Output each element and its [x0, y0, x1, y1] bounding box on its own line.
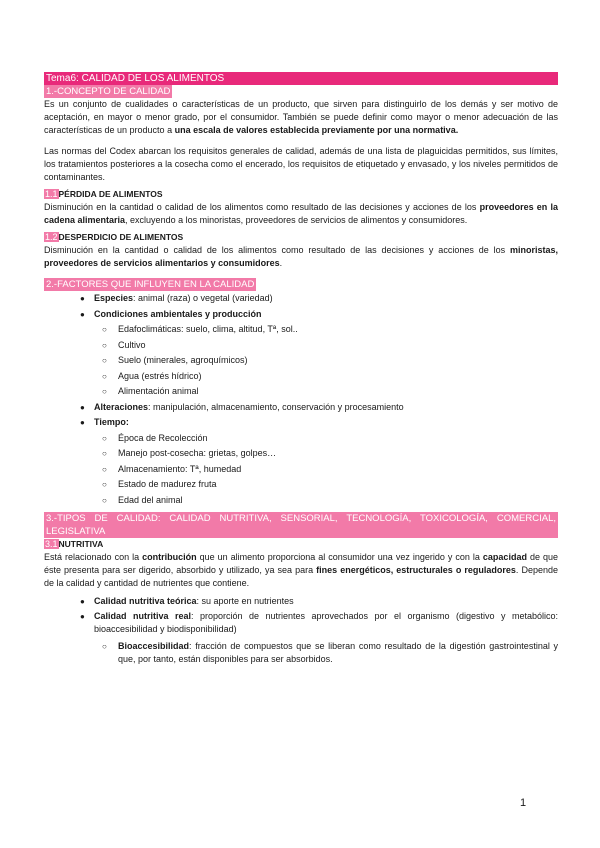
sub-list-item	[44, 462, 558, 478]
text-run: que un alimento proporciona al consumidor una vez ingerido y con la	[196, 552, 483, 562]
sub-list-item	[44, 353, 558, 369]
bold-run: Bioaccesibilidad	[118, 640, 190, 651]
section-number: 1.2	[45, 232, 58, 242]
text-run: de que éste presenta para ser digerido, absorbido y utilizado, ya sea para	[44, 552, 559, 575]
circle-bullet-icon: ○	[102, 433, 107, 443]
text-run: Disminución en la cantidad o calidad de los alimentos como resultado de las decisiones y acciones de los	[44, 202, 480, 212]
bullet-icon: ●	[80, 611, 85, 621]
text-run: Estado de madurez fruta	[118, 479, 217, 489]
text-run: Alimentación animal	[118, 386, 199, 396]
text-run: .	[279, 258, 283, 268]
text-run: Cultivo	[118, 339, 146, 350]
bold-run: Calidad nutritiva real	[94, 610, 191, 621]
text-run: : proporción de nutrientes aprovechados por el organismo (digestivo y metabólico: bioaccesibilidad y biodisponibilidad)	[94, 610, 558, 634]
bold-run: Calidad nutritiva teórica	[94, 596, 197, 606]
text-run: : animal (raza) o vegetal (variedad)	[133, 293, 273, 303]
section-1-heading: 1.-CONCEPTO DE CALIDAD	[46, 86, 171, 97]
bullet-icon: ●	[80, 309, 85, 319]
text-run: Época de Recolección	[118, 432, 208, 443]
circle-bullet-icon: ○	[102, 449, 107, 458]
sub-list-item	[44, 493, 558, 509]
text-run: Manejo post-cosecha: grietas, golpes…	[118, 448, 277, 458]
bold-run: Condiciones ambientales y producción	[94, 308, 262, 319]
sub-list-item	[44, 384, 558, 400]
section-number: 3.1	[45, 539, 58, 549]
bold-run: proveedores en la cadena alimentaria	[44, 202, 558, 225]
bullet-icon: ●	[80, 402, 85, 412]
list-item	[44, 307, 558, 323]
sub-list-item	[44, 477, 558, 493]
bullet-icon: ●	[80, 418, 85, 427]
bullet-icon: ●	[80, 597, 85, 606]
page-number: 1	[520, 797, 527, 809]
factores-list	[44, 291, 558, 508]
circle-bullet-icon: ○	[102, 356, 107, 365]
list-item	[44, 415, 558, 431]
text-run: . Depende de la calidad y cantidad de nutrientes que contiene.	[44, 565, 558, 588]
section-3-heading: 3.-TIPOS DE CALIDAD: CALIDAD NUTRITIVA, SENSORIAL, TECNOLOGÍA, TOXICOLOGÍA, COMERCIAL, LEGISLATIVA	[46, 513, 556, 537]
circle-bullet-icon: ○	[102, 464, 107, 474]
circle-bullet-icon: ○	[102, 480, 107, 489]
text-run: Agua (estrés hídrico)	[118, 370, 202, 381]
perdida-paragraph	[44, 201, 558, 227]
calidad-definition-paragraph	[44, 98, 558, 137]
bold-run: Alteraciones	[94, 401, 149, 412]
bold-run: Tiempo:	[94, 417, 129, 427]
text-run: Edafoclimáticas: suelo, clima, altitud, Tª, sol..	[118, 324, 298, 334]
sub-list-item	[44, 322, 558, 338]
bold-run: minoristas, proveedores de servicios alimentarios y consumidores	[44, 245, 558, 268]
circle-bullet-icon: ○	[102, 325, 107, 334]
text-run: , excluyendo a los minoristas, proveedores de servicios de alimentos y consumidores.	[125, 215, 468, 225]
section-title: DESPERDICIO DE ALIMENTOS	[58, 232, 184, 242]
bold-run: contribución	[142, 552, 197, 562]
bold-run: Especies	[94, 293, 134, 303]
circle-bullet-icon: ○	[102, 340, 107, 350]
circle-bullet-icon: ○	[102, 371, 107, 381]
list-item	[44, 400, 558, 416]
section-1-2-heading	[44, 231, 558, 244]
section-title: NUTRITIVA	[58, 539, 104, 549]
codex-paragraph: Las normas del Codex abarcan los requisitos generales de calidad, además de una lista de plaguicidas permitidos, sus límites, los tratamientos posteriores a la cosecha como el encerado, los requisitos de etiquetado y envasado, y los niveles permitidos de contaminantes.	[44, 146, 558, 182]
nutritiva-paragraph	[44, 551, 558, 590]
sub-list-item	[44, 446, 558, 462]
bold-run: capacidad	[482, 552, 527, 562]
bullet-icon: ●	[80, 294, 85, 303]
circle-bullet-icon: ○	[102, 641, 107, 651]
desperdicio-paragraph	[44, 244, 558, 270]
section-number: 1.1	[45, 189, 58, 199]
section-1-1-heading	[44, 188, 558, 201]
document-title: Tema6: CALIDAD DE LOS ALIMENTOS	[44, 72, 558, 85]
bold-run: una escala de valores establecida previamente por una normativa.	[174, 125, 459, 135]
sub-list-item	[44, 431, 558, 447]
document-page	[44, 72, 558, 666]
section-3-1-heading	[44, 538, 558, 551]
text-run: : manipulación, almacenamiento, conservación y procesamiento	[148, 401, 404, 412]
sub-list-item	[44, 369, 558, 385]
sub-list-item	[44, 338, 558, 354]
calidad-nutritiva-list	[44, 594, 558, 666]
text-run: Es un conjunto de cualidades o características de un producto, que sirven para distinguirlo de los demás y ser motivo de aceptación, en mayor o menor grado, por el consumidor. También se puede definir como mayor o menor adecuación de las características de un producto a	[44, 99, 558, 135]
text-run: Está relacionado con la	[44, 552, 143, 562]
section-title: PÉRDIDA DE ALIMENTOS	[58, 189, 163, 199]
list-item	[44, 610, 558, 636]
text-run: : su aporte en nutrientes	[196, 596, 294, 606]
list-item	[44, 291, 558, 307]
bold-run: fines energéticos, estructurales o reguladores	[316, 565, 516, 575]
text-run: Edad del animal	[118, 494, 183, 505]
circle-bullet-icon: ○	[102, 387, 107, 396]
circle-bullet-icon: ○	[102, 495, 107, 505]
text-run: Disminución en la cantidad o calidad de los alimentos como resultado de las decisiones y acciones de los	[44, 245, 510, 255]
text-run: : fracción de compuestos que se liberan como resultado de la digestión gastrointestinal y que, por tanto, están disponibles para ser absorbidos.	[118, 640, 558, 664]
text-run: Almacenamiento: Tª, humedad	[118, 463, 242, 474]
sub-list-item	[44, 640, 558, 666]
list-item	[44, 594, 558, 610]
section-2-heading: 2.-FACTORES QUE INFLUYEN EN LA CALIDAD	[46, 279, 255, 290]
text-run: Suelo (minerales, agroquímicos)	[118, 355, 248, 365]
